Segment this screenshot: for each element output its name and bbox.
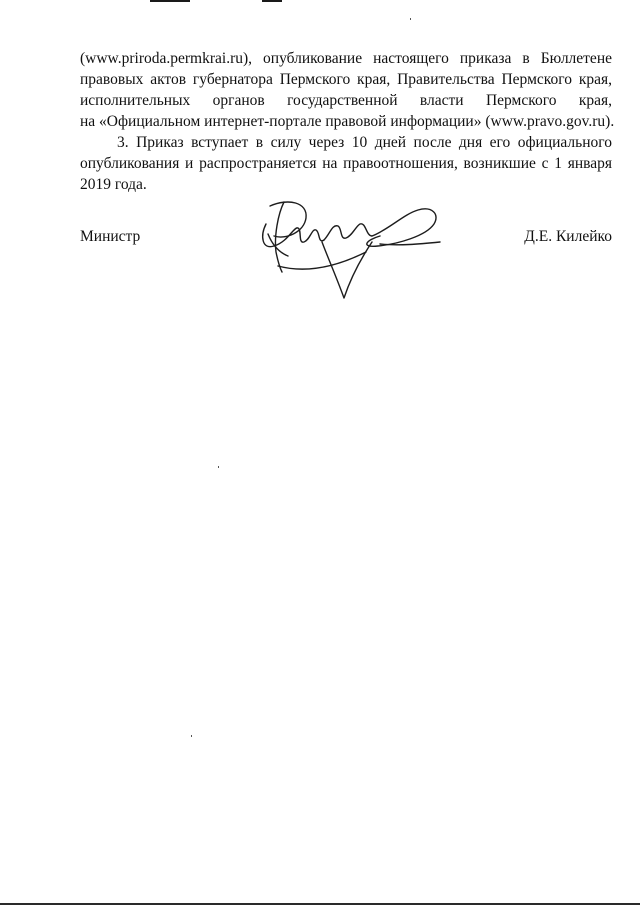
scan-speck	[218, 466, 219, 468]
signer-name: Д.Е. Килейко	[524, 228, 612, 245]
paragraph-2-line-4: на «Официальном интернет-портале правовой информации» (www.pravo.gov.ru).	[80, 113, 615, 130]
paragraph-2-line-1: (www.priroda.permkrai.ru), опубликование настоящего приказа в Бюллетене	[80, 50, 612, 67]
scan-edge-mark	[262, 0, 282, 2]
scan-speck	[191, 735, 192, 737]
paragraph-3-line-2: опубликования и распространяется на правоотношения, возникшие с 1 января	[80, 155, 612, 172]
handwritten-signature	[248, 196, 448, 306]
paragraph-3-line-3: 2019 года.	[80, 176, 147, 193]
paragraph-2-line-3: исполнительных органов государственной власти Пермского края,	[80, 92, 612, 109]
scan-edge-mark	[150, 0, 190, 2]
paragraph-2-line-2: правовых актов губернатора Пермского края, Правительства Пермского края,	[80, 71, 612, 88]
scan-speck	[410, 18, 411, 20]
paragraph-3-line-1: 3. Приказ вступает в силу через 10 дней после дня его официального	[117, 134, 612, 151]
signer-position-title: Министр	[80, 228, 141, 245]
